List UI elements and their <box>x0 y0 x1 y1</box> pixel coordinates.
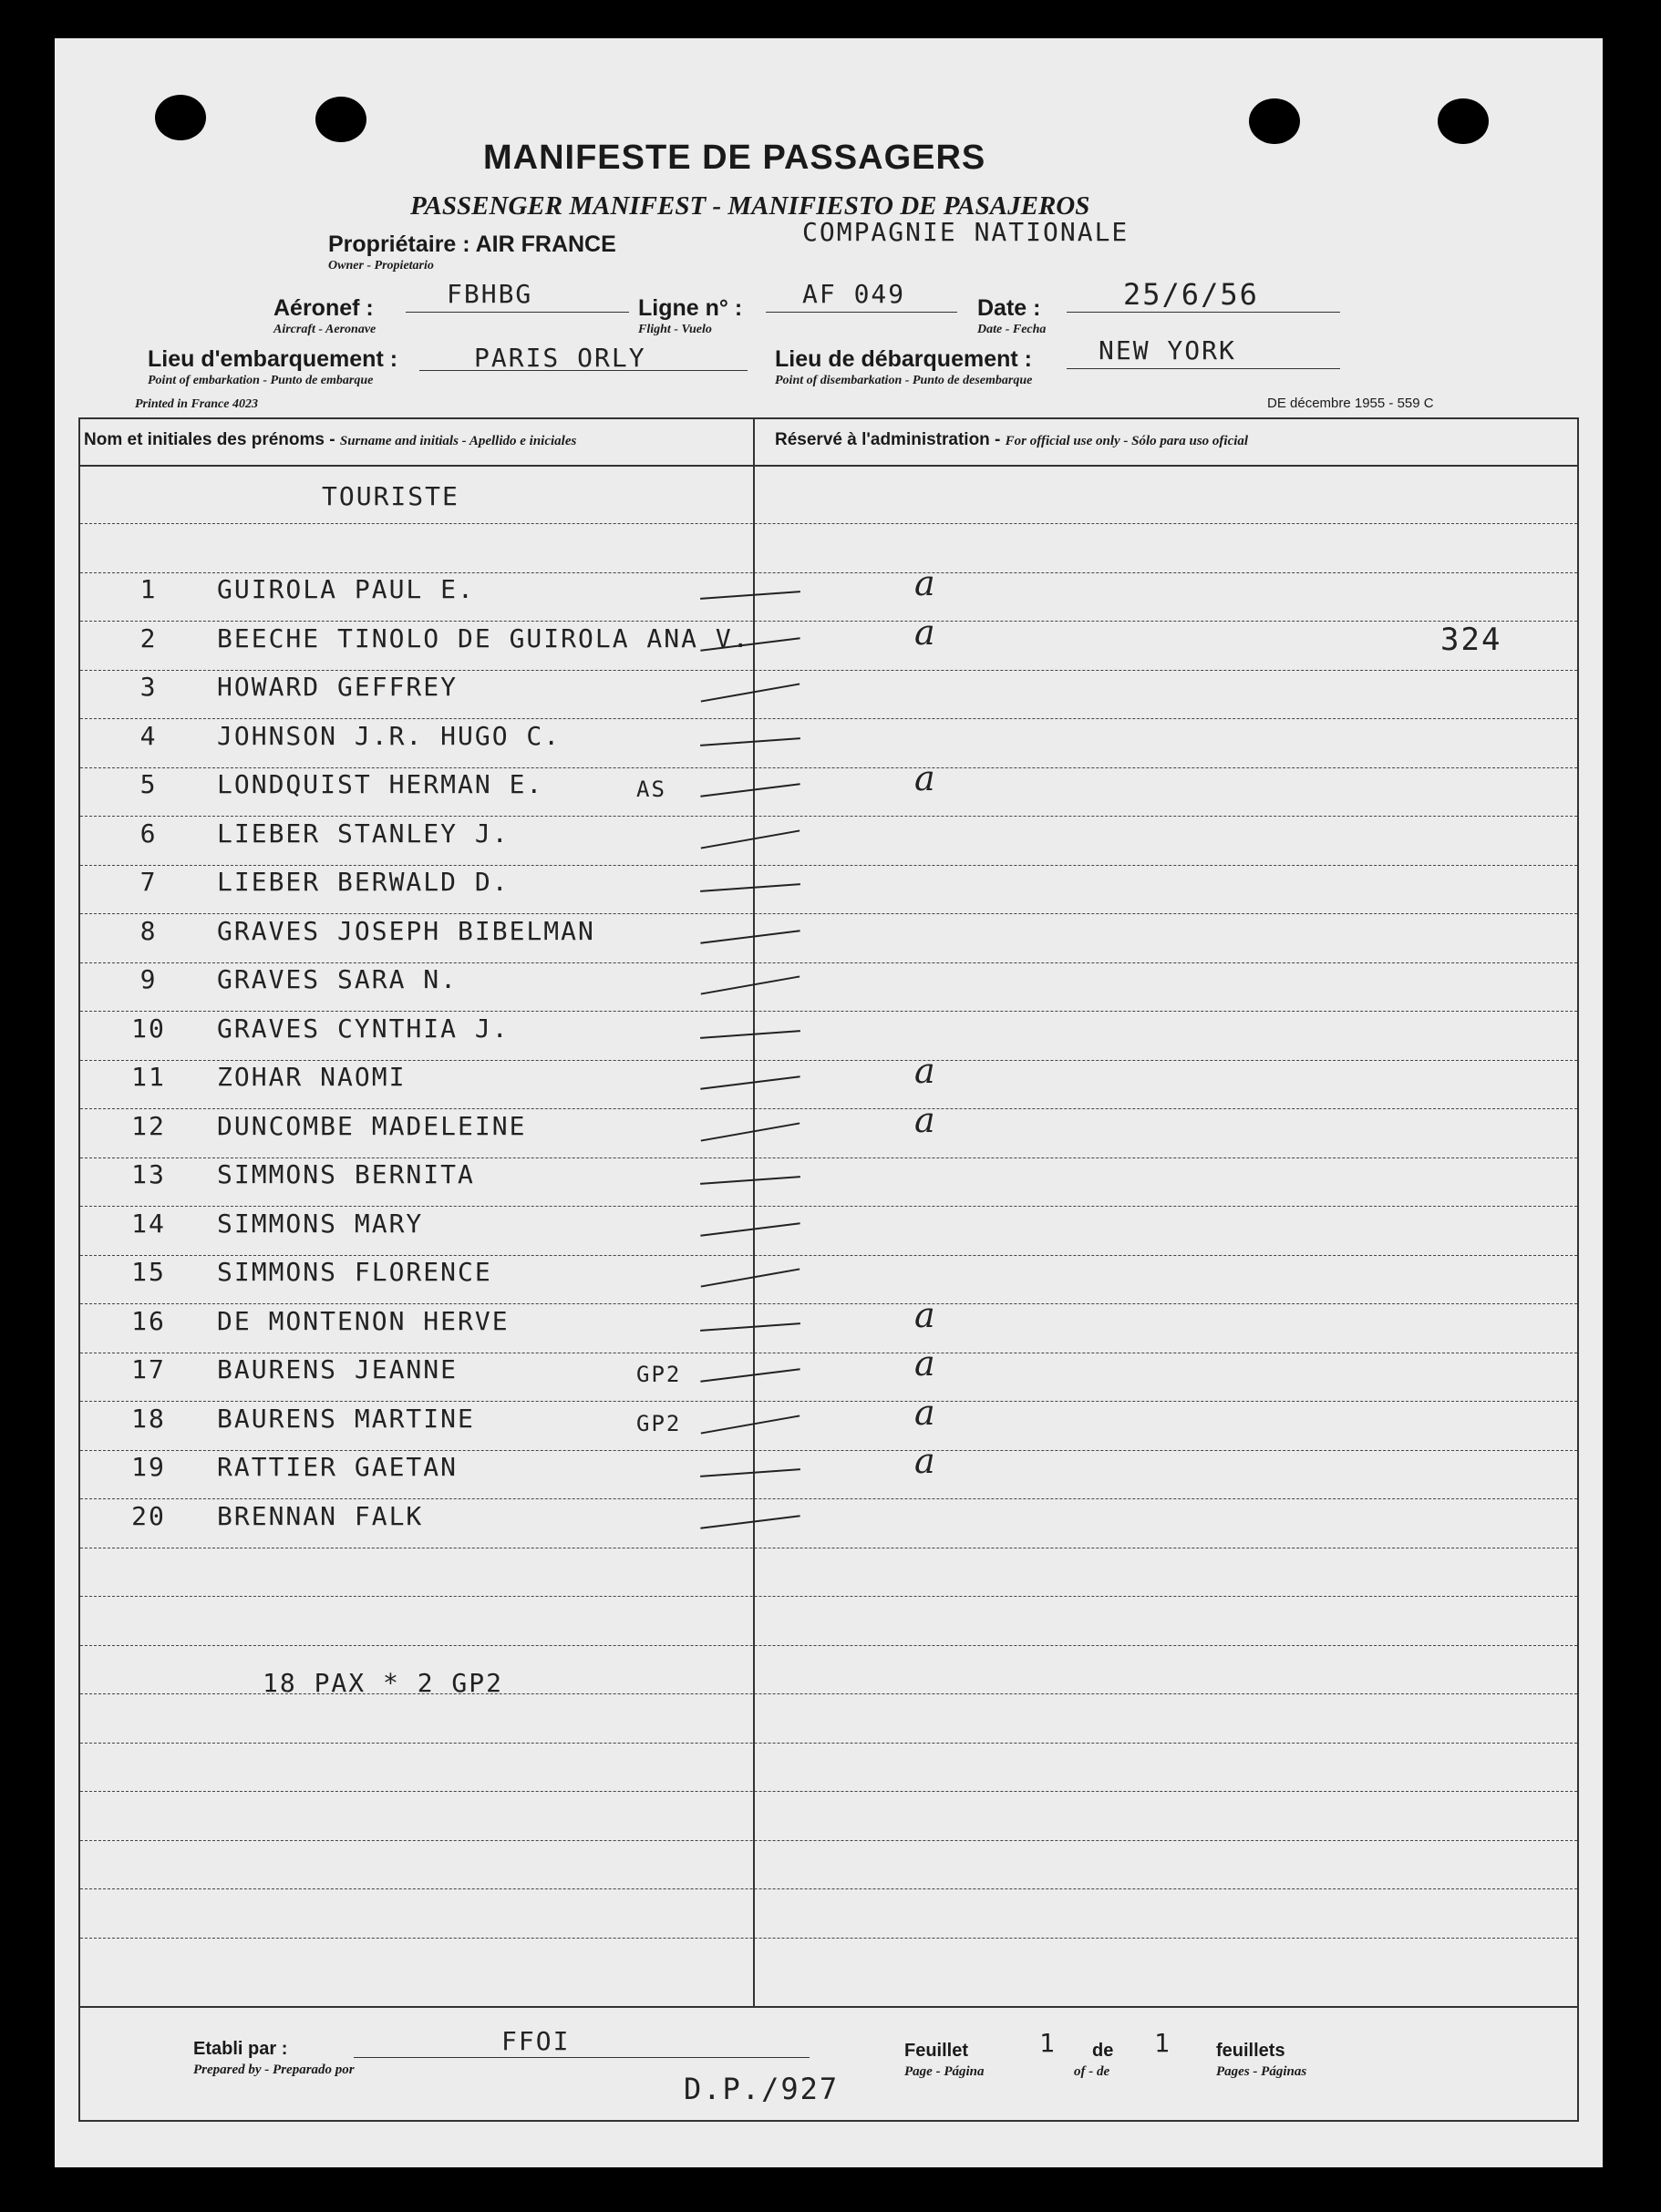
passenger-number: 12 <box>131 1111 166 1141</box>
passenger-name: GRAVES CYNTHIA J. <box>217 1013 510 1044</box>
ruled-line <box>80 718 1577 719</box>
prepared-by-label: Etabli par : <box>193 2039 288 2059</box>
check-mark <box>701 1122 800 1141</box>
check-mark <box>700 1515 800 1528</box>
passenger-number: 20 <box>131 1501 166 1531</box>
document-reference: D.P./927 <box>684 2072 840 2106</box>
ruled-line <box>80 1596 1577 1597</box>
sheet-total: 1 <box>1154 2028 1171 2058</box>
ruled-line <box>80 572 1577 573</box>
prepared-by-value: FFOI <box>501 2026 571 2056</box>
embarkation-label: Lieu d'embarquement : <box>148 346 398 372</box>
check-mark <box>700 1075 800 1089</box>
sheets-label: feuillets <box>1216 2041 1285 2061</box>
passenger-name: LONDQUIST HERMAN E. <box>217 769 544 799</box>
passenger-name: LIEBER BERWALD D. <box>217 867 510 897</box>
passenger-name: GRAVES JOSEPH BIBELMAN <box>217 916 595 946</box>
ruled-line <box>80 1401 1577 1402</box>
handwritten-mark: a <box>914 1100 935 1140</box>
flight-label: Ligne n° : <box>638 295 743 321</box>
of-label: de <box>1092 2041 1114 2061</box>
check-mark <box>700 591 800 600</box>
manifest-subtitle: PASSENGER MANIFEST - MANIFIESTO DE PASAJEROS <box>410 191 1090 221</box>
ruled-line <box>80 1840 1577 1841</box>
punch-hole-right-1 <box>1249 98 1300 144</box>
manifest-sheet <box>55 38 1603 2167</box>
passenger-number: 15 <box>131 1257 166 1287</box>
punch-hole-left-1 <box>155 95 206 140</box>
passenger-number: 9 <box>139 964 158 994</box>
passenger-name: GRAVES SARA N. <box>217 964 459 994</box>
handwritten-mark: a <box>914 612 935 653</box>
ruled-line <box>80 1645 1577 1646</box>
passenger-name: SIMMONS FLORENCE <box>217 1257 492 1287</box>
passenger-name: SIMMONS BERNITA <box>217 1159 475 1189</box>
passenger-number: 11 <box>131 1062 166 1092</box>
handwritten-mark: a <box>914 1393 935 1433</box>
column-divider <box>753 419 755 2006</box>
ruled-line <box>80 1743 1577 1744</box>
passenger-number: 17 <box>131 1354 166 1384</box>
passenger-name: DUNCOMBE MADELEINE <box>217 1111 527 1141</box>
ruled-line <box>80 962 1577 963</box>
check-mark <box>700 930 800 943</box>
section-label: TOURISTE <box>322 481 459 511</box>
of-sublabel: of - de <box>1074 2064 1110 2079</box>
passenger-number: 2 <box>139 623 158 653</box>
passenger-number: 14 <box>131 1209 166 1239</box>
ruled-line <box>80 1888 1577 1889</box>
sheets-sublabel: Pages - Páginas <box>1216 2064 1307 2079</box>
sheet-sublabel: Page - Página <box>904 2064 985 2079</box>
aircraft-value: FBHBG <box>447 279 533 309</box>
passenger-number: 13 <box>131 1159 166 1189</box>
ruled-line <box>80 1255 1577 1256</box>
disembarkation-value: NEW YORK <box>1099 335 1236 365</box>
sheet-label: Feuillet <box>904 2041 969 2061</box>
embarkation-value: PARIS ORLY <box>474 343 646 373</box>
passenger-name: DE MONTENON HERVE <box>217 1306 510 1336</box>
flight-sublabel: Flight - Vuelo <box>638 323 712 336</box>
passenger-number: 4 <box>139 721 158 751</box>
handwritten-mark: a <box>914 1051 935 1091</box>
sheet-number: 1 <box>1039 2028 1057 2058</box>
check-mark <box>700 1368 800 1382</box>
check-mark <box>701 683 800 702</box>
passenger-number: 19 <box>131 1452 166 1482</box>
aircraft-label: Aéronef : <box>273 295 374 321</box>
official-column-header: Réservé à l'administration - For official use only - Sólo para uso oficial <box>775 430 1249 449</box>
passenger-name: JOHNSON J.R. HUGO C. <box>217 721 562 751</box>
punch-hole-right-2 <box>1438 98 1489 144</box>
printed-in-france: Printed in France 4023 <box>135 397 258 411</box>
passenger-number: 1 <box>139 574 158 604</box>
passenger-number: 8 <box>139 916 158 946</box>
check-mark <box>700 1222 800 1236</box>
passenger-note: GP2 <box>636 1362 682 1387</box>
check-mark <box>700 783 800 797</box>
check-mark <box>700 883 800 892</box>
passenger-number: 6 <box>139 818 158 849</box>
passenger-number: 16 <box>131 1306 166 1336</box>
handwritten-mark: a <box>914 1343 935 1384</box>
passenger-name: BEECHE TINOLO DE GUIROLA ANA V. <box>217 623 750 653</box>
ruled-line <box>80 1060 1577 1061</box>
check-mark <box>701 1268 800 1287</box>
passenger-name: LIEBER STANLEY J. <box>217 818 510 849</box>
disembarkation-label: Lieu de débarquement : <box>775 346 1032 372</box>
passenger-name: HOWARD GEFFREY <box>217 672 459 702</box>
ruled-line <box>80 1011 1577 1012</box>
passenger-name: BAURENS JEANNE <box>217 1354 459 1384</box>
flight-value: AF 049 <box>802 279 906 309</box>
owner-value: COMPAGNIE NATIONALE <box>802 217 1130 247</box>
name-column-header: Nom et initiales des prénoms - Surname and initials - Apellido e iniciales <box>84 430 577 449</box>
check-mark <box>700 1468 800 1477</box>
check-mark <box>701 829 800 849</box>
passenger-number: 10 <box>131 1013 166 1044</box>
prepared-by-sublabel: Prepared by - Preparado por <box>193 2063 355 2077</box>
ruled-line <box>80 816 1577 817</box>
ruled-line <box>80 1206 1577 1207</box>
handwritten-mark: a <box>914 1295 935 1335</box>
aircraft-sublabel: Aircraft - Aeronave <box>273 323 377 336</box>
summary-line: 18 PAX * 2 GP2 <box>263 1668 504 1698</box>
passenger-number: 5 <box>139 769 158 799</box>
ruled-line <box>80 1157 1577 1158</box>
ruled-line <box>80 670 1577 671</box>
owner-sublabel: Owner - Propietario <box>328 259 434 273</box>
date-sublabel: Date - Fecha <box>977 323 1047 336</box>
passenger-name: SIMMONS MARY <box>217 1209 424 1239</box>
check-mark <box>701 1415 800 1434</box>
ruled-line <box>80 1108 1577 1109</box>
check-mark <box>700 1030 800 1039</box>
passenger-note: AS <box>636 777 666 802</box>
ruled-line <box>80 1303 1577 1304</box>
handwritten-mark: a <box>914 563 935 603</box>
passenger-number: 7 <box>139 867 158 897</box>
ruled-line <box>80 523 1577 524</box>
passenger-number: 3 <box>139 672 158 702</box>
ruled-line <box>80 1938 1577 1939</box>
check-mark <box>700 1176 800 1185</box>
passenger-name: RATTIER GAETAN <box>217 1452 459 1482</box>
passenger-name: ZOHAR NAOMI <box>217 1062 407 1092</box>
check-mark <box>700 1322 800 1332</box>
passenger-note: GP2 <box>636 1411 682 1436</box>
check-mark <box>700 737 800 746</box>
passenger-name: GUIROLA PAUL E. <box>217 574 475 604</box>
embarkation-sublabel: Point of embarkation - Punto de embarque <box>148 374 374 387</box>
footer-box <box>78 2008 1579 2122</box>
owner-label: Propriétaire : AIR FRANCE <box>328 231 616 257</box>
ruled-line <box>80 767 1577 768</box>
punch-hole-left-2 <box>315 97 366 142</box>
ruled-line <box>80 621 1577 622</box>
official-number: 324 <box>1440 622 1502 658</box>
ruled-line <box>80 1450 1577 1451</box>
passenger-name: BRENNAN FALK <box>217 1501 424 1531</box>
manifest-title: MANIFESTE DE PASSAGERS <box>483 139 986 177</box>
handwritten-mark: a <box>914 1441 935 1481</box>
ruled-line <box>80 913 1577 914</box>
check-mark <box>701 975 800 994</box>
disembarkation-sublabel: Point of disembarkation - Punto de desembarque <box>775 374 1033 387</box>
handwritten-mark: a <box>914 758 935 798</box>
passenger-table <box>78 417 1579 2008</box>
ruled-line <box>80 1498 1577 1499</box>
passenger-name: BAURENS MARTINE <box>217 1404 475 1434</box>
date-label: Date : <box>977 295 1041 321</box>
date-value: 25/6/56 <box>1123 277 1259 312</box>
ruled-line <box>80 865 1577 866</box>
passenger-number: 18 <box>131 1404 166 1434</box>
ruled-line <box>80 1791 1577 1792</box>
form-reference: DE décembre 1955 - 559 C <box>1267 396 1434 411</box>
